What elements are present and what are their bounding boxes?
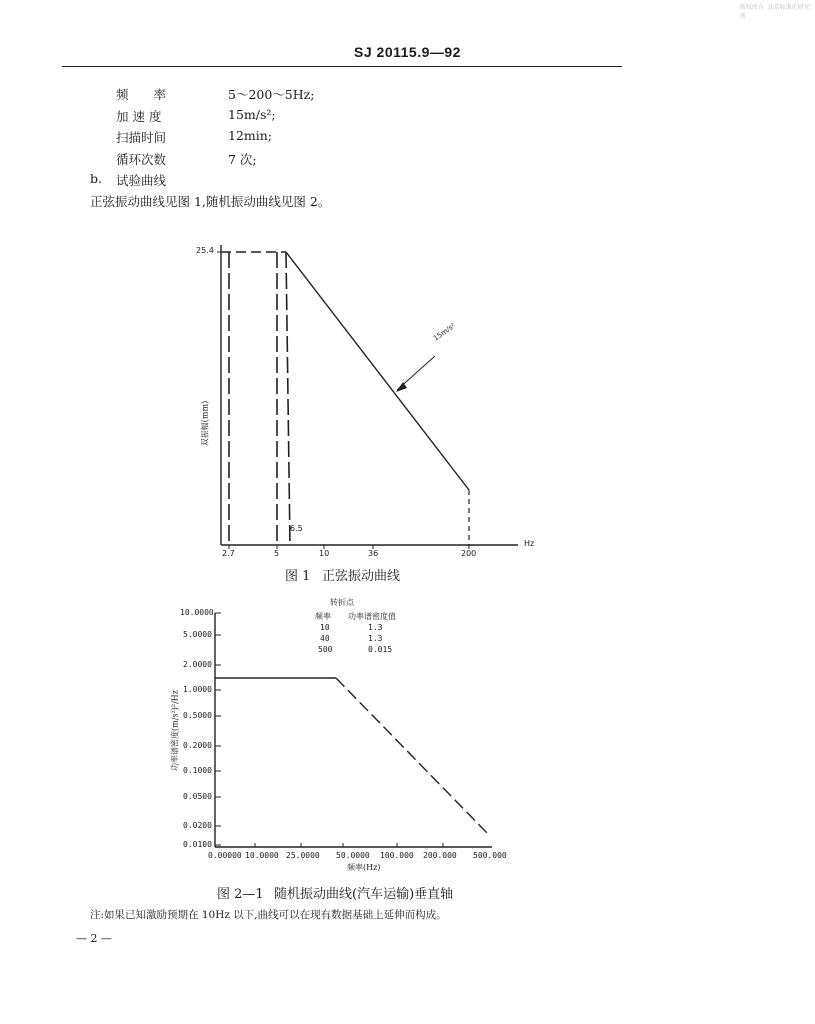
fig2-x-tick-label: 200.000 bbox=[423, 851, 457, 860]
fig2-rolloff-segment bbox=[336, 678, 490, 836]
fig2-x-tick-label: 100.000 bbox=[380, 851, 414, 860]
fig1-x-tick-label: 200 bbox=[461, 549, 477, 558]
fig2-y-tick-label: 0.5000 bbox=[183, 711, 212, 720]
fig2-x-tick-label: 10.0000 bbox=[245, 851, 279, 860]
param-value-acceleration: 15m/s²; bbox=[228, 107, 276, 122]
footnote: 注:如果已知激励预期在 10Hz 以下,曲线可以在现有数据基础上延伸而构成。 bbox=[90, 909, 447, 921]
fig1-point-label: 6.5 bbox=[290, 524, 303, 533]
fig2-y-tick-label: 0.2000 bbox=[183, 741, 212, 750]
fig2-x-tick-label: 25.0000 bbox=[286, 851, 320, 860]
fig2-y-tick-label: 10.0000 bbox=[180, 608, 214, 617]
param-label-scan-time: 扫描时间 bbox=[116, 130, 167, 145]
fig1-y-tick-label: 25.4 bbox=[196, 246, 214, 255]
fig2-y-tick-label: 0.1000 bbox=[183, 766, 212, 775]
fig1-curve-line bbox=[286, 252, 469, 490]
fig2-table-cell: 1.3 bbox=[368, 623, 383, 632]
page-number: — 2 — bbox=[76, 932, 112, 945]
param-value-scan-time: 12min; bbox=[228, 128, 273, 143]
fig1-annotation-arrowhead bbox=[396, 382, 407, 392]
fig2-y-axis-label: 功率谱密度(m/s²)²/Hz bbox=[170, 690, 180, 771]
fig2-table-cell: 500 bbox=[318, 645, 333, 654]
intro-text: 正弦振动曲线见图 1,随机振动曲线见图 2。 bbox=[90, 194, 331, 209]
fig2-y-tick-label: 5.0000 bbox=[183, 630, 212, 639]
corner-watermark: 版权所有 北京标准化研究所 bbox=[740, 4, 810, 20]
fig1-x-tick-label: 36 bbox=[368, 549, 379, 558]
fig1-sloped-dashed-line bbox=[286, 252, 290, 545]
section-b-number: b. bbox=[90, 171, 102, 186]
fig2-x-tick-label: 500.000 bbox=[473, 851, 507, 860]
fig2-y-tick-label: 1.0000 bbox=[183, 685, 212, 694]
fig2-table-cell: 40 bbox=[320, 634, 330, 643]
fig1-caption-text: 正弦振动曲线 bbox=[322, 569, 401, 584]
fig2-y-tick-label: 0.0500 bbox=[183, 792, 212, 801]
fig1-y-axis-label: 双振幅(mm) bbox=[200, 400, 210, 447]
param-label-frequency: 频 率 bbox=[116, 87, 167, 102]
fig1-annotation-label: 15m/s² bbox=[432, 321, 457, 343]
fig1-x-tick-label: 5 bbox=[274, 549, 280, 558]
fig2-y-tick-label: 0.0100 bbox=[183, 840, 212, 849]
fig2-y-ticks bbox=[215, 613, 221, 845]
param-value-cycles: 7 次; bbox=[228, 152, 257, 167]
fig1-x-tick-label: 10 bbox=[319, 549, 330, 558]
fig2-breakpoint-header: 转折点 bbox=[330, 598, 354, 607]
standard-number-header: SJ 20115.9—92 bbox=[354, 44, 461, 60]
fig2-table-cell: 0.015 bbox=[368, 645, 393, 654]
fig2-x-axis-label: 频率(Hz) bbox=[347, 863, 381, 872]
fig1-caption-number: 图 1 bbox=[285, 569, 311, 584]
fig2-y-tick-label: 0.0200 bbox=[183, 821, 212, 830]
fig1-x-tick-label: 2.7 bbox=[222, 549, 235, 558]
fig2-y-tick-label: 2.0000 bbox=[183, 660, 212, 669]
param-value-frequency: 5～200～5Hz; bbox=[228, 87, 315, 102]
fig2-table-cell: 1.3 bbox=[368, 634, 383, 643]
section-b-title: 试验曲线 bbox=[116, 173, 167, 188]
fig2-x-tick-label: 0.00000 bbox=[208, 851, 242, 860]
fig2-caption-text: 随机振动曲线(汽车运输)垂直轴 bbox=[274, 887, 454, 902]
param-label-cycles: 循环次数 bbox=[116, 152, 167, 167]
fig2-table-header-psd: 功率谱密度值 bbox=[348, 612, 396, 621]
fig1-x-unit: Hz bbox=[524, 539, 535, 548]
fig2-caption-number: 图 2—1 bbox=[217, 887, 264, 902]
fig2-x-tick-label: 50.0000 bbox=[336, 851, 370, 860]
fig2-table-header-freq: 频率 bbox=[315, 612, 331, 621]
fig2-table-cell: 10 bbox=[320, 623, 330, 632]
param-label-acceleration: 加 速 度 bbox=[116, 109, 162, 124]
